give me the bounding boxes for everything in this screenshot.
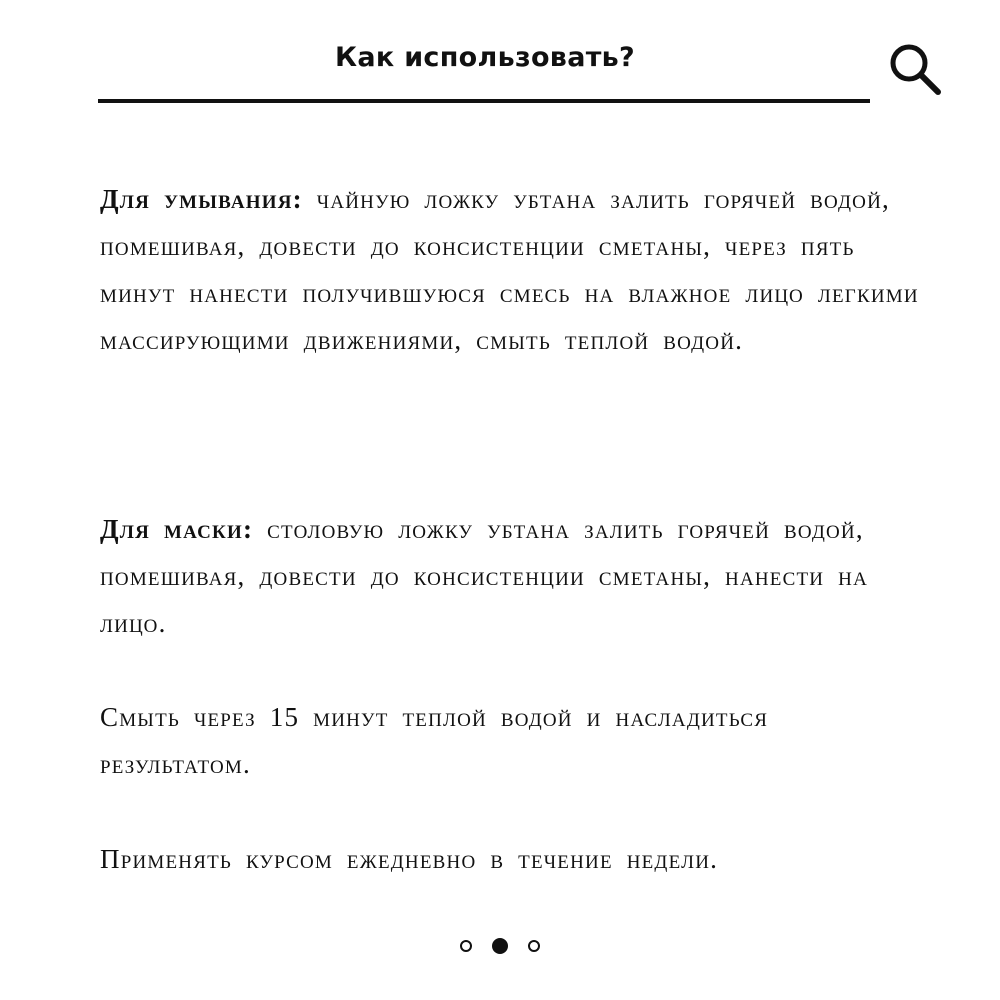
course-text: Применять курсом ежедневно в течение недели. [100, 844, 719, 874]
mask-instruction [100, 506, 920, 647]
face-wash-label: Для умывания: [100, 184, 303, 214]
page-title: Как использовать? [334, 42, 636, 73]
pager-dot-1[interactable] [460, 940, 472, 952]
header-divider [98, 99, 870, 103]
course-instruction [100, 836, 920, 883]
rinse-text: Смыть через 15 минут теплой водой и насладиться результатом. [100, 702, 769, 779]
face-wash-text: чайную ложку убтана залить горячей водой, помешивая, довести до консистенции сметаны, через пять минут нанести получившуюся смесь на влажное лицо легкими массирующими движениями, смыть теплой водой. [100, 184, 919, 355]
rinse-instruction [100, 694, 920, 788]
search-icon[interactable] [886, 40, 944, 98]
pager-dot-2[interactable] [492, 938, 508, 954]
mask-text: столовую ложку убтана залить горячей водой, помешивая, довести до консистенции сметаны, нанести на лицо. [100, 514, 869, 638]
mask-label: Для маски: [100, 514, 254, 544]
carousel-pager [0, 940, 1000, 954]
face-wash-instruction [100, 176, 920, 364]
pager-dot-3[interactable] [528, 940, 540, 952]
